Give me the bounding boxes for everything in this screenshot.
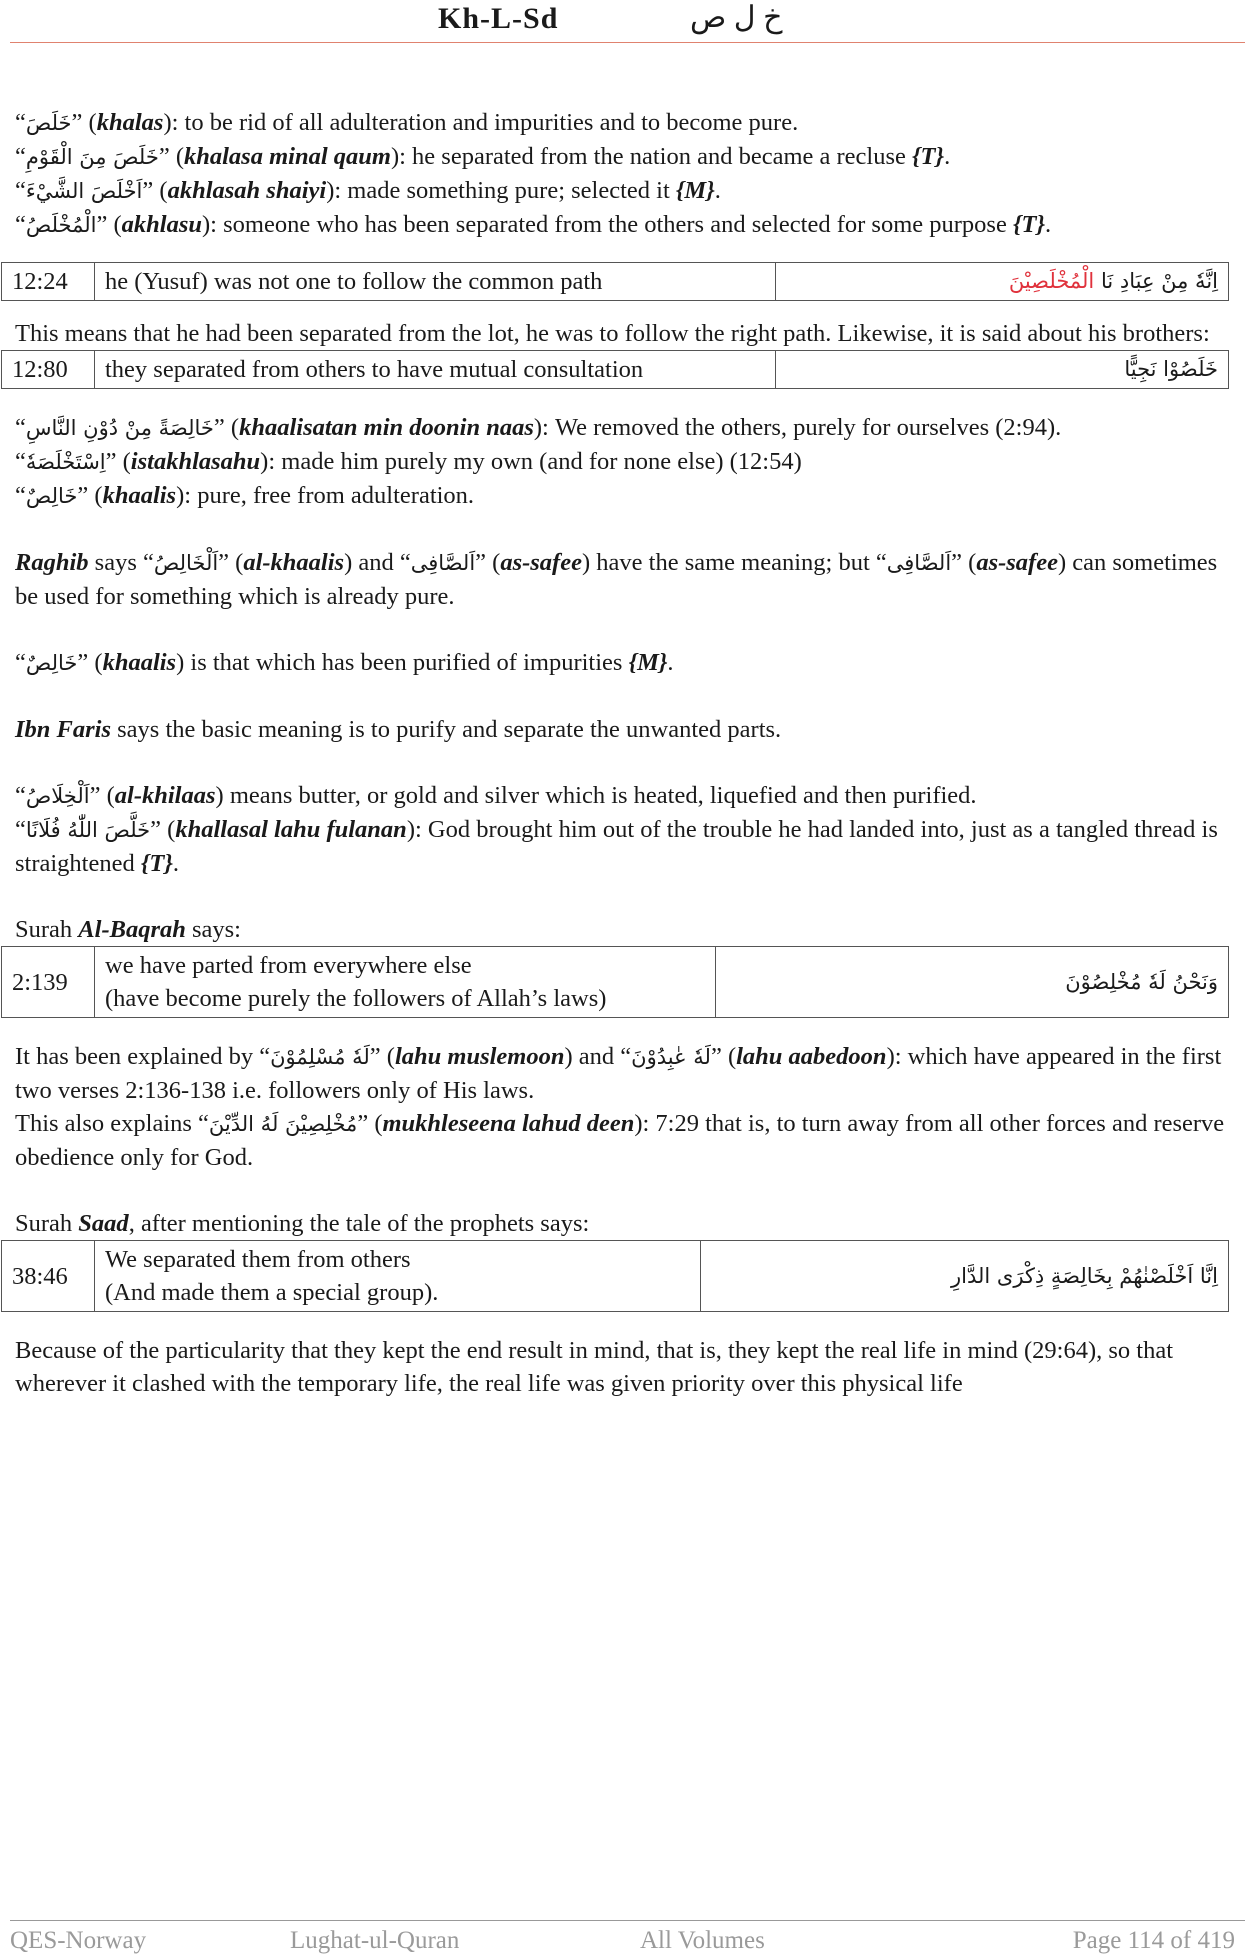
verse-ref: 2:139 [2, 947, 95, 1018]
verse-translation-line: (have become purely the followers of Allah’s laws) [105, 985, 607, 1012]
root-letters-arabic: خ ل ص [690, 1, 783, 34]
intro-definitions [15, 106, 1230, 242]
definition-line: “خَالِصٌ” (khaalis): pure, free from adulteration. [15, 482, 475, 509]
paragraph-khaalis: “خَالِصٌ” (khaalis) is that which has been purified of impurities {M}. [15, 649, 674, 676]
definition-line: “خَلَصَ مِنَ الْقَوْمِ” (khalasa minal qaum): he separated from the nation and became a recluse {T}. [15, 143, 951, 170]
verse-translation [95, 947, 716, 1018]
verse-arabic: اِنَّا اَخْلَصْنٰهُمْ بِخَالِصَةٍ ذِكْرَى الدَّارِ [701, 1241, 1229, 1312]
definitions-block-2 [15, 411, 1230, 513]
verse-translation: he (Yusuf) was not one to follow the common path [95, 263, 776, 301]
verse-ref: 12:80 [2, 351, 95, 389]
verse-arabic: وَنَحْنُ لَهٗ مُخْلِصُوْنَ [716, 947, 1229, 1018]
verse-translation [95, 1241, 701, 1312]
definition-line: “خَلَصَ” (khalas): to be rid of all adulteration and impurities and to become pure. [15, 109, 799, 136]
surah-baqrah-intro: Surah Al-Baqrah says: [15, 916, 241, 943]
footer-book: Lughat-ul-Quran [290, 1927, 460, 1954]
paragraph-final: Because of the particularity that they kept the end result in mind, that is, they kept the real life in mind (29:64), so that wherever it clashed with the temporary life, the real life was given priority over this physical life [15, 1337, 1173, 1397]
definition-line: “اِسْتَخْلَصَهٗ” (istakhlasahu): made him purely my own (and for none else) (12:54) [15, 448, 802, 475]
definition-line: “خَلَّصَ اللّٰهُ فُلَانًا” (khallasal lahu fulanan): God brought him out of the trouble he had landed into, just as a tangled thread is straightened {T}. [15, 816, 1218, 877]
verse-arabic: خَلَصُوْا نَجِيًّا [776, 351, 1229, 389]
verse-translation-line: (And made them a special group). [105, 1279, 439, 1306]
verse-table-38-46 [1, 1240, 1229, 1312]
page-header [10, 0, 1245, 43]
surah-saad-intro: Surah Saad, after mentioning the tale of the prophets says: [15, 1210, 590, 1237]
footer-org: QES-Norway [10, 1927, 147, 1954]
footer-volumes: All Volumes [640, 1927, 765, 1954]
main-content [12, 106, 1230, 1400]
definition-line: “الْمُخْلَصُ” (akhlasu): someone who has been separated from the others and selected for some purpose {T}. [15, 211, 1052, 238]
verse-translation-line: We separated them from others [105, 1246, 411, 1273]
definition-line: “اَلْخِلَاصُ” (al-khilaas) means butter, or gold and silver which is heated, liquefied and then purified. [15, 782, 977, 809]
paragraph-explained: It has been explained by “لَهٗ مُسْلِمُوْنَ” (lahu muslemoon) and “لَهٗ عٰبِدُوْنَ” (lahu aabedoon): which have appeared in the first two verses 2:136-138 i.e. followers only of His laws. [15, 1043, 1222, 1104]
paragraph-also: This also explains “مُخْلِصِيْنَ لَهُ الدِّيْنَ” (mukhleseena lahud deen): 7:29 that is, to turn away from all other forces and reserve obedience only for God. [15, 1110, 1225, 1171]
verse-ref: 38:46 [2, 1241, 95, 1312]
page-footer [10, 1920, 1245, 1959]
footer-page-number: Page 114 of 419 [1072, 1927, 1235, 1954]
verse-translation-line: we have parted from everywhere else [105, 952, 472, 979]
page-title: Kh-L-Sd [438, 2, 559, 35]
paragraph-means: This means that he had been separated from the lot, he was to follow the right path. Likewise, it is said about his brothers: [15, 320, 1210, 347]
definitions-block-3 [15, 779, 1230, 880]
definition-line: “اَخْلَصَ الشَّيْءَ” (akhlasah shaiyi): made something pure; selected it {M}. [15, 177, 721, 204]
verse-table-12-80 [1, 350, 1229, 389]
verse-arabic: اِنَّهٗ مِنْ عِبَادِ نَا الْمُخْلَصِيْنَ [776, 263, 1229, 301]
verse-ref: 12:24 [2, 263, 95, 301]
paragraph-raghib: Raghib says “اَلْخَالِصُ” (al-khaalis) and “اَلصَّافِى” (as-safee) have the same meaning; but “اَلصَّافِى” (as-safee) can sometimes be used for something which is already pure. [15, 549, 1218, 610]
verse-translation: they separated from others to have mutual consultation [95, 351, 776, 389]
verse-table-2-139 [1, 946, 1229, 1018]
definition-line: “خَالِصَةً مِنْ دُوْنِ النَّاسِ” (khaalisatan min doonin naas): We removed the others, purely for ourselves (2:94). [15, 414, 1062, 441]
paragraph-ibn-faris: Ibn Faris says the basic meaning is to purify and separate the unwanted parts. [15, 716, 782, 743]
verse-table-12-24 [1, 262, 1229, 301]
